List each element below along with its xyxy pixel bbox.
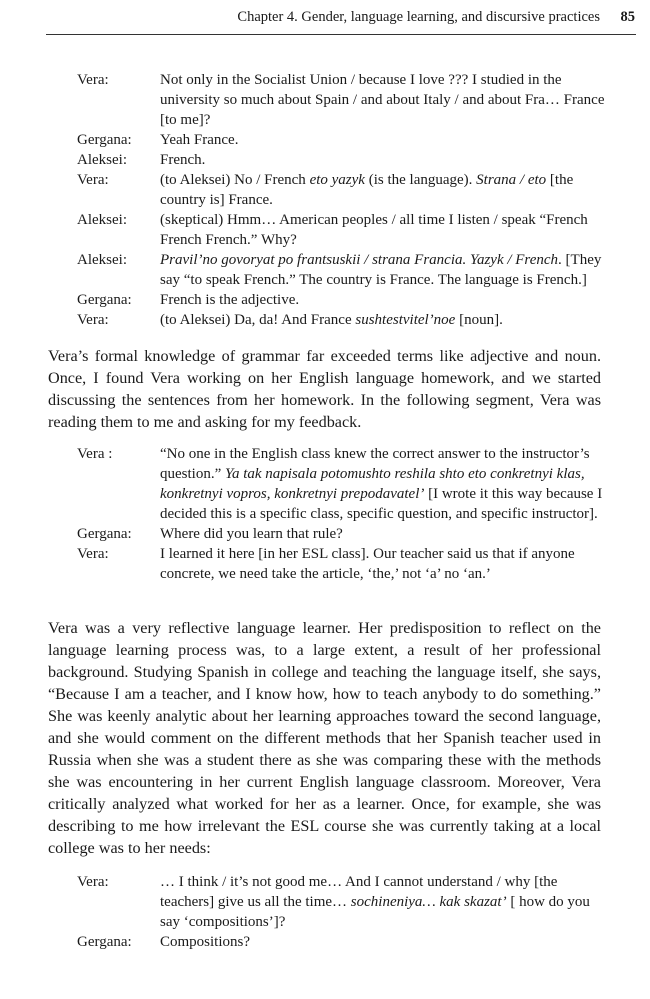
page-number: 85 <box>620 9 635 25</box>
speaker-label: Vera : <box>77 446 113 462</box>
speaker-label: Aleksei: <box>77 252 127 268</box>
dialog-turn <box>77 130 607 150</box>
dialog-turn <box>77 310 607 330</box>
utterance-text: [noun]. <box>455 312 503 328</box>
chapter-title: Chapter 4. Gender, language learning, and discursive practices <box>237 9 600 25</box>
transliteration-text: Pravil’no govoryat po frantsuskii / strana Francia. Yazyk / French <box>160 252 559 268</box>
speaker-label: Gergana: <box>77 934 132 950</box>
transliteration-text: Strana / eto <box>476 172 547 188</box>
speaker-label: Vera: <box>77 72 109 88</box>
utterance <box>160 70 607 130</box>
dialog-turn <box>77 70 607 130</box>
utterance <box>160 444 607 524</box>
utterance-text: [the country is] France. <box>160 172 574 208</box>
transliteration-text: Ya tak napisala potomushto reshila shto eto conkretnyi klas, konkretnyi vopros, konkretnyi prepodavatel’ <box>160 466 585 502</box>
dialog-turn <box>77 150 607 170</box>
speaker-label: Vera: <box>77 546 109 562</box>
dialog-turn <box>77 544 607 584</box>
utterance <box>160 932 607 952</box>
utterance-text: . [They say “to speak French.” The country is France. The language is French.] <box>160 252 602 288</box>
dialog-turn <box>77 444 607 524</box>
transliteration-text: sushtestvitel’noe <box>355 312 456 328</box>
speaker-label: Vera: <box>77 874 109 890</box>
utterance-text: Where did you learn that rule? <box>160 526 343 542</box>
speaker-label: Gergana: <box>77 132 132 148</box>
utterance <box>160 544 607 584</box>
utterance <box>160 210 607 250</box>
utterance-text: (is the language). <box>364 172 477 188</box>
running-header <box>46 6 636 35</box>
dialog-turn <box>77 250 607 290</box>
utterance <box>160 170 607 210</box>
utterance <box>160 150 607 170</box>
speaker-label: Aleksei: <box>77 212 127 228</box>
body-paragraph-1: Vera’s formal knowledge of grammar far exceeded terms like adjective and noun. Once, I found Vera working on her English language homework, and we started discussing the sentences from her homework. In the following segment, Vera was reading them to me and asking for my feedback. <box>48 347 601 431</box>
utterance-text: (to Aleksei) Da, da! And France <box>160 312 356 328</box>
utterance-text: (skeptical) Hmm… American peoples / all time I listen / speak “French French French.” Why? <box>160 212 588 248</box>
utterance-text: (to Aleksei) No / French <box>160 172 310 188</box>
utterance-text: [ how do you say ‘compositions’]? <box>160 894 590 930</box>
dialog-turn <box>77 290 607 310</box>
utterance <box>160 524 607 544</box>
utterance <box>160 250 607 290</box>
dialog-turn <box>77 872 607 932</box>
dialog-excerpt-1 <box>77 70 607 330</box>
utterance-text: French. <box>160 152 206 168</box>
body-paragraph-2: Vera was a very reflective language learner. Her predisposition to reflect on the language learning process was, to a large extent, a result of her professional background. Studying Spanish in college and teaching the language itself, she says, “Because I am a teacher, and I know how, how to teach anybody to do something.” She was keenly analytic about her learning approaches toward the second language, and she would comment on the different methods that her Spanish teacher used in Russia when she was a student there as she was comparing these with the methods she was encountering in her current English language classroom. Moreover, Vera critically analyzed what worked for her as a learner. Once, for example, she was describing to me how irrelevant the ESL course she was currently taking at a local college was to her needs: <box>48 619 601 857</box>
utterance-text: [I wrote it this way because I decided this is a specific class, specific question, and specific instructor]. <box>160 486 603 522</box>
dialog-excerpt-3 <box>77 872 607 952</box>
dialog-excerpt-2 <box>77 444 607 584</box>
speaker-label: Gergana: <box>77 292 132 308</box>
utterance-text: I learned it here [in her ESL class]. Our teacher said us that if anyone concrete, we need take the article, ‘the,’ not ‘a’ no ‘an.’ <box>160 546 575 582</box>
speaker-label: Vera: <box>77 312 109 328</box>
transliteration-text: eto yazyk <box>309 172 365 188</box>
utterance-text: “No one in the English class knew the correct answer to the instructor’s question.” <box>160 446 590 482</box>
utterance-text: Compositions? <box>160 934 251 950</box>
utterance-text: French is the adjective. <box>160 292 300 308</box>
utterance-text: … I think / it’s not good me… And I cannot understand / why [the teachers] give us all the time… <box>160 874 558 910</box>
dialog-turn <box>77 210 607 250</box>
dialog-turn <box>77 170 607 210</box>
speaker-label: Vera: <box>77 172 109 188</box>
utterance <box>160 872 607 932</box>
speaker-label: Gergana: <box>77 526 132 542</box>
utterance-text: Yeah France. <box>160 132 239 148</box>
dialog-turn <box>77 932 607 952</box>
transliteration-text: sochineniya… kak skazat’ <box>350 894 507 910</box>
utterance <box>160 290 607 310</box>
utterance-text: Not only in the Socialist Union / because I love ??? I studied in the university so much about Spain / and about Italy / and about Fra… France [to me]? <box>160 72 605 128</box>
utterance <box>160 310 607 330</box>
speaker-label: Aleksei: <box>77 152 127 168</box>
dialog-turn <box>77 524 607 544</box>
utterance <box>160 130 607 150</box>
